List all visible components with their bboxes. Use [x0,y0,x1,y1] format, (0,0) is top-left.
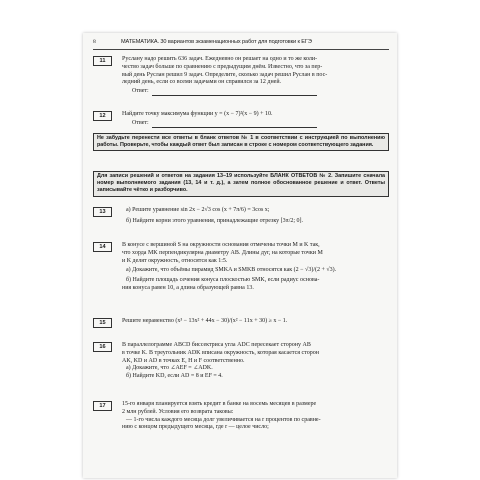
task-text-line: Решите неравенство (x³ − 13x² + 44x − 30)/(x² − 11x + 30) ≥ x − 1. [122,318,288,324]
task-number: 17 [93,401,112,411]
task-text-line: б) Найдите KD, если AD = 8 и EF = 4. [126,373,223,380]
task-text-line: ния конуса равен 10, а длина образующей равна 13. [122,284,254,291]
task-text-line: вый день Руслан решил 9 задач. Определите, сколько задач решил Руслан в пос- [122,71,328,78]
task-text-line: б) Найдите площадь сечения конуса плоскостью SMK, если радиус основа- [126,277,320,284]
book-page [83,33,397,478]
task-number: 16 [93,342,112,352]
notice-box-answers-1 [93,133,389,151]
running-title: МАТЕМАТИКА. 30 вариантов экзаменационных работ для подготовки к ЕГЭ [121,39,312,45]
notice-box-answers-2 [93,171,389,197]
task-number: 14 [93,242,112,252]
task-text-line: 2 млн рублей. Условия его возврата таковы: [122,408,234,415]
task-text-line: Найдите точку максимума функции y = (x − 7)²(x − 9) + 10. [122,111,273,117]
notice-text: Не забудьте перенести все ответы в бланк ответов № 1 в соответствии с инструкцией по выполнению работы. Проверьте, чтобы каждый ответ был записан в строке с номером соответствующего задания. [97,135,385,149]
task-number: 13 [93,207,112,217]
task-number: 15 [93,318,112,328]
answer-label: Ответ: [132,119,149,126]
task-text-line: ледний день, если со всеми задачами он справился за 12 дней. [122,79,282,86]
answer-line [132,88,317,96]
task-text-line: AK, KD и AD в точках E, H и F соответственно. [122,357,245,364]
task-text-line: Руслану надо решить 636 задач. Ежедневно он решает на одно и то же коли- [122,56,318,62]
task-text-line: 15-го января планируется взять кредит в банке на восемь месяцев в размере [122,401,317,407]
task-text-line: и K делят окружность, относятся как 1:5. [122,257,228,264]
task-text-line: нию с концом предыдущего месяца, где r — целое число; [122,424,269,431]
task-text-line: чество задач больше по сравнению с предыдущим днём. Известно, что за пер- [122,63,323,70]
task-text-line: В конусе с вершиной S на окружности основания отмечены точки M и K так, [122,242,320,248]
task-text-line: а) Докажите, что ∠AEF = ∠ADK. [126,365,213,372]
task-text-line: что хорда MK перпендикулярна диаметру AB. Длины дуг, на которые точки M [122,249,323,256]
answer-line [132,120,317,128]
task-number: 12 [93,111,112,121]
task-text-line: — 1-го числа каждого месяца долг увеличивается на r процентов по сравне- [126,416,321,423]
page-number: 8 [93,39,96,45]
task-text-line: В параллелограмме ABCD биссектриса угла ADC пересекает сторону AB [122,342,311,348]
task-text-line: б) Найдите корни этого уравнения, принадлежащие отрезку [3π/2; 0]. [126,217,304,224]
task-text-line: а) Докажите, что объёмы пирамид SMKA и SMKB относятся как (2 − √3)/(2 + √3). [126,267,337,274]
page-header [93,39,389,50]
task-number: 11 [93,56,112,66]
task-text-line: в точке K. В треугольник ADK вписана окружность, которая касается сторон [122,349,319,356]
answer-label: Ответ: [132,88,149,95]
task-text-line: а) Решите уравнение sin 2x − 2√3 cos (x + 7π/6) = 3cos x; [126,207,270,213]
notice-text: Для записи решений и ответов на задания 13–19 используйте БЛАНК ОТВЕТОВ № 2. Запишите сначала номер выполняемого задания (13, 14 и т. д.), а затем полное обоснованное решение и ответ. Ответы записывайте чётко и разборчиво. [97,173,385,194]
